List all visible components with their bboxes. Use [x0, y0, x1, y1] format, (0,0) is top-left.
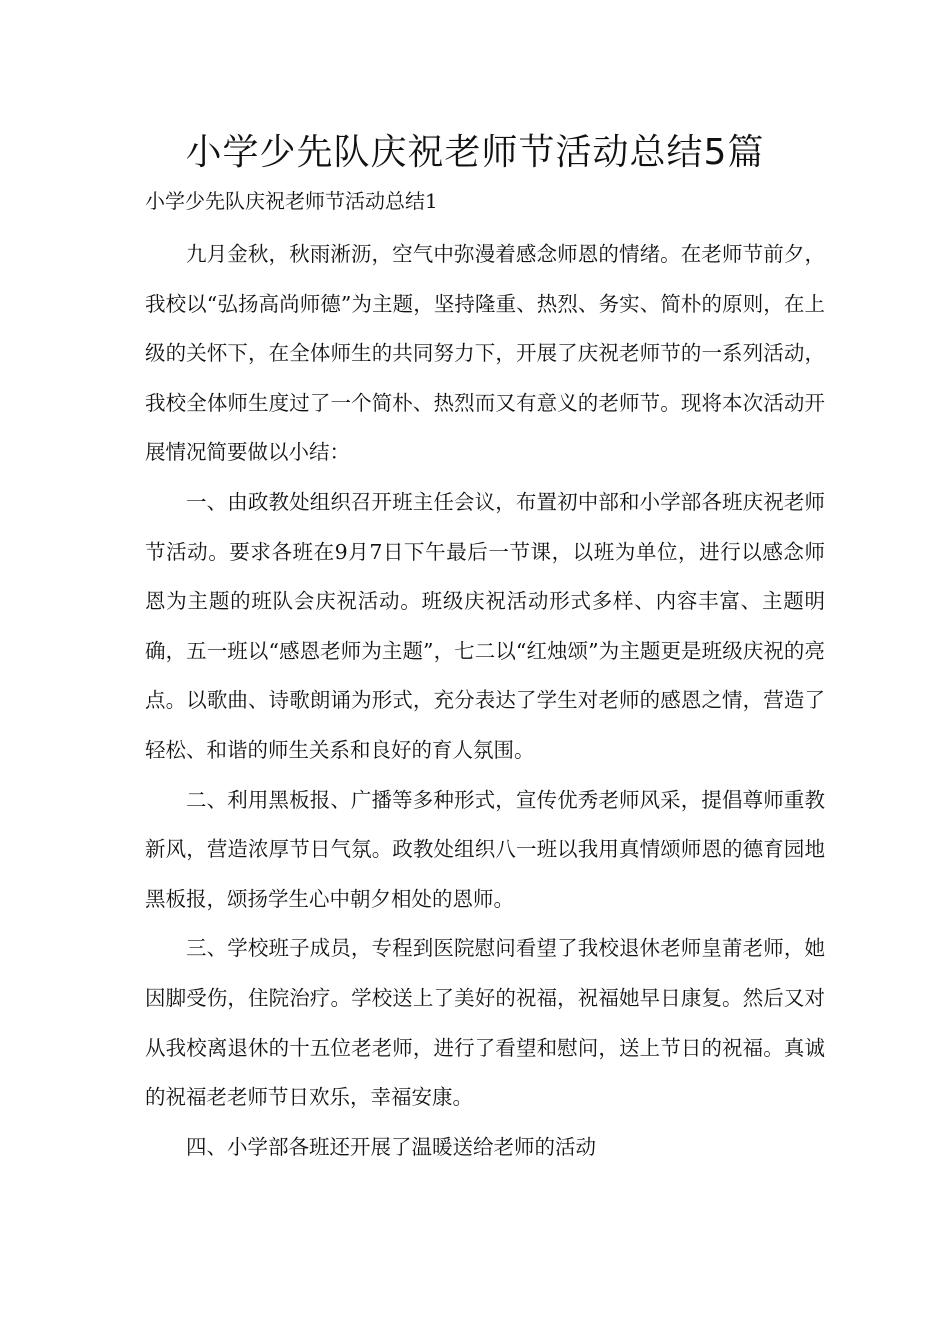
paragraph-item-4: 四、小学部各班还开展了温暖送给老师的活动	[186, 1134, 596, 1159]
section-heading: 小学少先队庆祝老师节活动总结1	[145, 189, 438, 213]
document-title: 小学少先队庆祝老师节活动总结5篇	[185, 132, 765, 173]
paragraph-item-2: 二、利用黑板报、广播等多种形式，宣传优秀老师风采，提倡尊师重教新风，营造浓厚节日气氛。政教处组织八一班以我用真情颂师恩的德育园地黑板报，颂扬学生心中朝夕相处的恩师。	[145, 787, 825, 911]
document-body	[145, 230, 825, 1172]
paragraph-item-1: 一、由政教处组织召开班主任会议，布置初中部和小学部各班庆祝老师节活动。要求各班在9月7日下午最后一节课，以班为单位，进行以感念师恩为主题的班队会庆祝活动。班级庆祝活动形式多样、内容丰富、主题明确，五一班以“感恩老师为主题”，七二以“红烛颂”为主题更是班级庆祝的亮点。以歌曲、诗歌朗诵为形式，充分表达了学生对老师的感恩之情，营造了轻松、和谐的师生关系和良好的育人氛围。	[145, 489, 825, 762]
paragraph-intro: 九月金秋，秋雨淅沥，空气中弥漫着感念师恩的情绪。在老师节前夕，我校以“弘扬高尚师德”为主题，坚持隆重、热烈、务实、简朴的原则，在上级的关怀下，在全体师生的共同努力下，开展了庆祝老师节的一系列活动，我校全体师生度过了一个简朴、热烈而又有意义的老师节。现将本次活动开展情况简要做以小结：	[145, 242, 825, 465]
paragraph-item-3: 三、学校班子成员，专程到医院慰问看望了我校退休老师皇莆老师，她因脚受伤，住院治疗。学校送上了美好的祝福，祝福她早日康复。然后又对从我校离退休的十五位老老师，进行了看望和慰问，送上节日的祝福。真诚的祝福老老师节日欢乐，幸福安康。	[145, 936, 825, 1110]
